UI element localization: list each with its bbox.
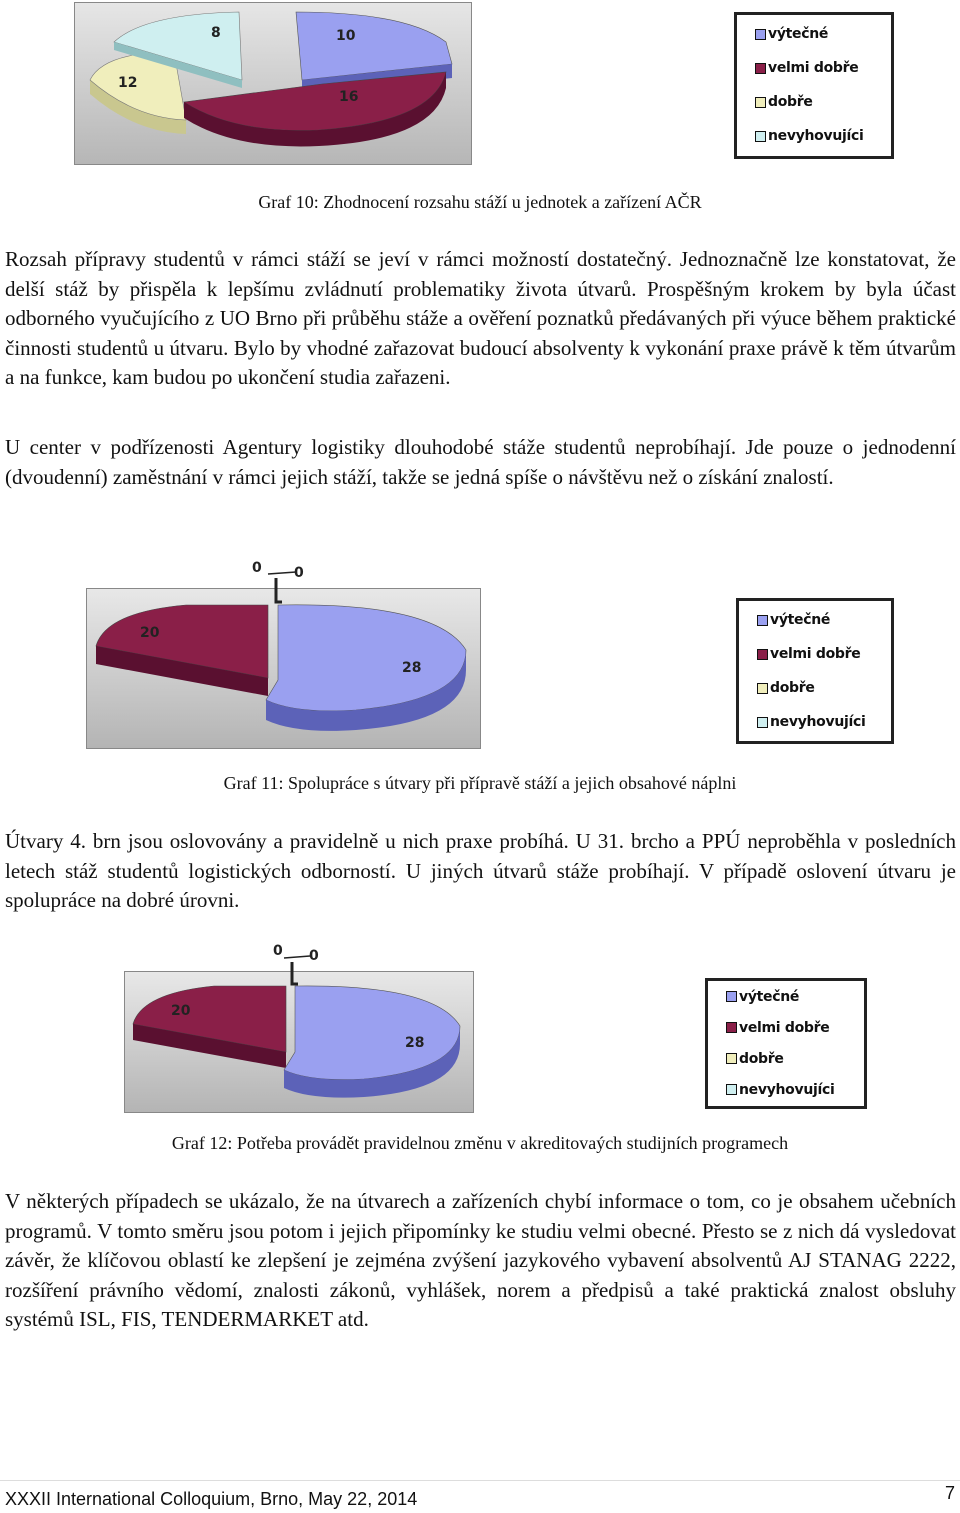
legend-label: dobře (739, 1050, 784, 1067)
footer-conference: XXXII International Colloquium, Brno, May 22, 2014 (5, 1489, 418, 1509)
pie-zero-leader (268, 572, 296, 574)
pie-data-label: 0 (309, 948, 319, 964)
paragraph-3: Útvary 4. brn jsou oslovovány a pravidelně u nich praxe probíhá. U 31. brcho a PPÚ neproběhla v posledních letech stáž studentů logistických odborností. U jiných útvarů stáže probíhají. V případě oslovení útvaru je spolupráce na dobré úrovni. (5, 829, 956, 912)
paragraph-1: Rozsah přípravy studentů v rámci stáží se jeví v rámci možností dostatečný. Jednoznačně lze konstatovat, že delší stáž by přispěla k lepšímu zvládnutí problematiky života útvarů. Prospěšným krokem by byla účast odborného vyučujícího z UO Brno při průběhu stáže a ověření poznatků předávaných při výuce během praktické činnosti studentů u útvaru. Bylo by vhodné zařazovat budoucí absolventy k vykonání praxe právě k těm útvarům a na funkce, kam budou po ukončení studia zařazeni. (5, 247, 956, 389)
legend-item-dobre (726, 1043, 856, 1074)
chart-graf-11-svg (86, 550, 481, 750)
pie-zero-leader (284, 956, 310, 958)
chart-legend-graf-10 (734, 12, 894, 159)
legend-label: nevyhovujíci (768, 128, 864, 144)
legend-swatch (726, 1084, 737, 1095)
legend-item-vytecne (757, 603, 883, 637)
legend-label: výtečné (739, 988, 800, 1005)
chart-graf-10 (74, 2, 472, 165)
caption-graf-10: Graf 10: Zhodnocení rozsahu stáží u jednotek a zařízení AČR (258, 192, 702, 212)
chart-graf-12 (124, 938, 474, 1114)
legend-label: dobře (770, 680, 815, 696)
legend-swatch (726, 1053, 737, 1064)
pie-data-label: 0 (273, 943, 283, 959)
pie-data-label: 20 (140, 625, 160, 641)
legend-item-vytecne (726, 981, 856, 1012)
pie-data-label: 8 (211, 25, 221, 41)
legend-label: nevyhovujíci (770, 714, 866, 730)
legend-swatch (757, 649, 768, 660)
legend-item-velmi-dobre (726, 1012, 856, 1043)
chart-graf-11 (86, 550, 481, 750)
footer-rule (0, 1480, 960, 1481)
legend-label: velmi dobře (770, 646, 861, 662)
legend-swatch (726, 1022, 737, 1033)
pie-data-label: 16 (339, 89, 359, 105)
paragraph-4: V některých případech se ukázalo, že na útvarech a zařízeních chybí informace o tom, co je obsahem učebních programů. V tomto směru jsou potom i jejich připomínky ke studiu velmi obecné. Přesto se z nich dá vysledovat závěr, že klíčovou oblastí ke zlepšení je zejména zvýšení jazykového vybavení absolventů AJ STANAG 2222, rozšíření právního vědomí, znalosti zákonů, vyhlášek, norem a předpisů a také praktická znalost obsluhy systémů ISL, FIS, TENDERMARKET atd. (5, 1189, 956, 1331)
pie-data-label: 20 (171, 1003, 191, 1019)
legend-item-velmi-dobre (755, 51, 883, 85)
pie-data-label: 28 (405, 1035, 425, 1051)
legend-swatch (726, 991, 737, 1002)
legend-swatch (755, 63, 766, 74)
legend-item-dobre (757, 671, 883, 705)
legend-label: výtečné (770, 612, 831, 628)
pie-data-label: 0 (294, 565, 304, 581)
legend-swatch (755, 29, 766, 40)
legend-swatch (757, 683, 768, 694)
chart-graf-12-svg (124, 938, 474, 1114)
legend-label: velmi dobře (739, 1019, 830, 1036)
caption-graf-12: Graf 12: Potřeba provádět pravidelnou změnu v akreditovaých studijních programech (171, 1133, 789, 1153)
legend-label: výtečné (768, 26, 829, 42)
page-number: 7 (944, 1483, 955, 1503)
legend-item-nevyhovujici (755, 119, 883, 153)
legend-label: nevyhovujíci (739, 1081, 835, 1098)
legend-item-dobre (755, 85, 883, 119)
paragraph-2: U center v podřízenosti Agentury logistiky dlouhodobé stáže studentů neprobíhají. Jde pouze o jednodenní (dvoudenní) zaměstnání v rámci jejich stáží, takže se jedná spíše o návštěvu než o získání znalostí. (5, 435, 956, 489)
pie-data-label: 10 (336, 28, 356, 44)
legend-item-nevyhovujici (757, 705, 883, 739)
legend-item-vytecne (755, 17, 883, 51)
chart-legend-graf-11 (736, 598, 894, 744)
legend-item-velmi-dobre (757, 637, 883, 671)
legend-label: dobře (768, 94, 813, 110)
chart-graf-10-svg (74, 2, 472, 165)
legend-swatch (755, 97, 766, 108)
legend-item-nevyhovujici (726, 1074, 856, 1105)
caption-graf-11: Graf 11: Spolupráce s útvary při přípravě stáží a jejich obsahové náplni (223, 773, 737, 793)
pie-data-label: 12 (118, 75, 138, 91)
pie-data-label: 0 (252, 560, 262, 576)
legend-swatch (757, 615, 768, 626)
legend-label: velmi dobře (768, 60, 859, 76)
legend-swatch (757, 717, 768, 728)
legend-swatch (755, 131, 766, 142)
chart-legend-graf-12 (705, 978, 867, 1109)
pie-data-label: 28 (402, 660, 422, 676)
